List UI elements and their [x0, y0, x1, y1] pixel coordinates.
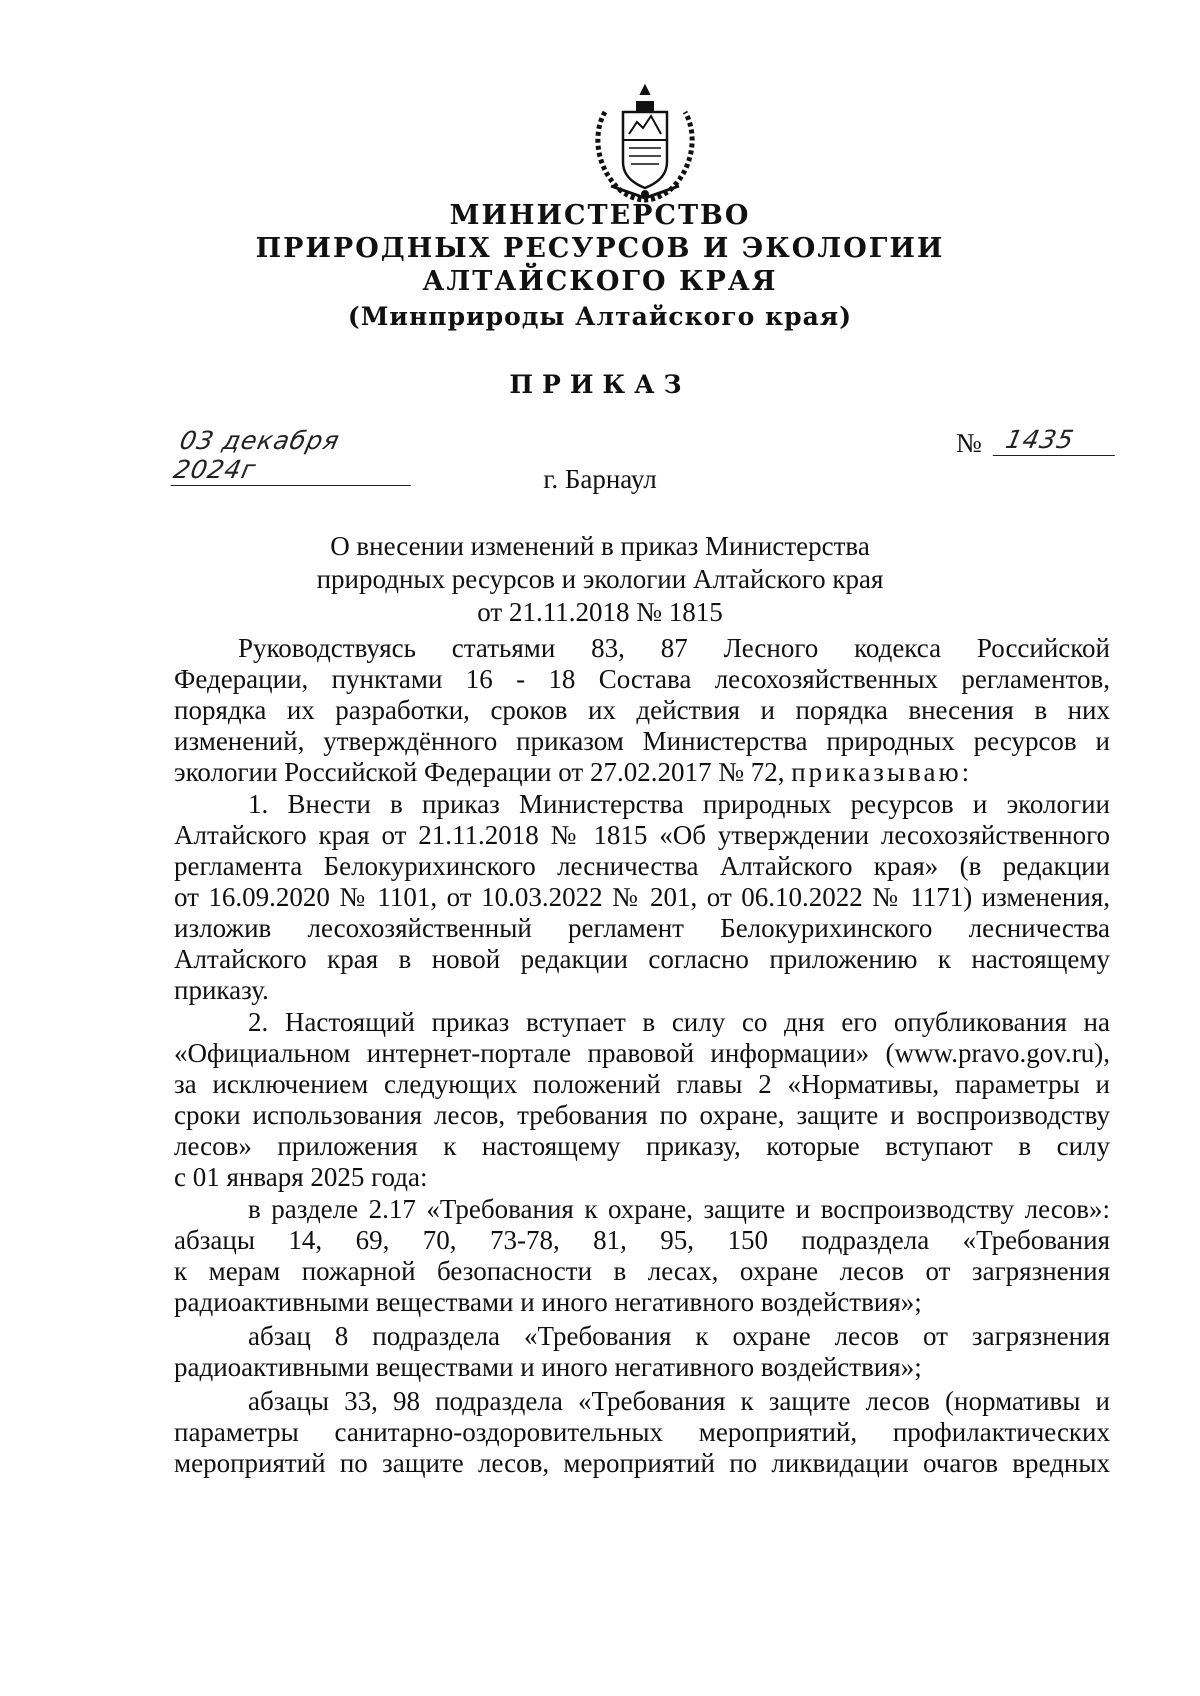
body-text-line: радиоактивными веществами и иного негативного воздействия»; — [174, 1287, 922, 1317]
body-text-line: «Официальном интернет-портале правовой информации» (www.pravo.gov.ru), — [174, 1038, 1110, 1068]
body-text-line: абзац 8 подраздела «Требования к охране лесов от загрязнения — [248, 1321, 1110, 1351]
body-text-line: в разделе 2.17 «Требования к охране, защите и воспроизводству лесов»: — [248, 1194, 1110, 1224]
body-text-line: от 16.09.2020 № 1101, от 10.03.2022 № 201, от 06.10.2022 № 1171) изменения, — [174, 882, 1110, 912]
ministry-name-line2: ПРИРОДНЫХ РЕСУРСОВ И ЭКОЛОГИИ — [255, 233, 945, 264]
subject-line: О внесении изменений в приказ Министерства — [330, 531, 870, 561]
body-text-line: с 01 января 2025 года: — [174, 1162, 428, 1192]
body-text-line: лесов» приложения к настоящему приказу, которые вступают в силу — [174, 1131, 1110, 1161]
body-text-line: за исключением следующих положений главы 2 «Нормативы, параметры и — [174, 1069, 1110, 1099]
body-text-line: к мерам пожарной безопасности в лесах, охране лесов от загрязнения — [174, 1256, 1110, 1286]
coat-of-arms-emblem — [585, 82, 705, 204]
order-number-handwritten: 1435 — [993, 425, 1122, 456]
subject-line: от 21.11.2018 № 1815 — [477, 597, 723, 627]
body-text-line: изложив лесохозяйственный регламент Белокурихинского лесничества — [174, 913, 1110, 943]
body-text-line: регламента Белокурихинского лесничества Алтайского края» (в редакции — [174, 851, 1110, 881]
body-text-line: изменений, утверждённого приказом Министерства природных ресурсов и — [174, 726, 1110, 756]
body-text-line: абзацы 33, 98 подраздела «Требования к защите лесов (нормативы и — [248, 1386, 1110, 1416]
body-text-line: Алтайского края в новой редакции согласно приложению к настоящему — [174, 944, 1110, 974]
body-text-line: приказу. — [174, 975, 269, 1005]
body-text-line: порядка их разработки, сроков их действия и порядка внесения в них — [174, 695, 1110, 725]
body-text-line: Алтайского края от 21.11.2018 № 1815 «Об утверждении лесохозяйственного — [174, 820, 1110, 850]
body-text-line: 2. Настоящий приказ вступает в силу со дня его опубликования на — [248, 1007, 1110, 1037]
document-type-title: ПРИКАЗ — [509, 370, 691, 399]
body-text-line: сроки использования лесов, требования по охране, защите и воспроизводству — [174, 1100, 1110, 1130]
body-text-line: 1. Внести в приказ Министерства природных ресурсов и экологии — [248, 789, 1110, 819]
ministry-name-line3: АЛТАЙСКОГО КРАЯ — [422, 266, 778, 297]
body-text-line: параметры санитарно-оздоровительных мероприятий, профилактических — [174, 1417, 1110, 1447]
subject-line: природных ресурсов и экологии Алтайского края — [316, 564, 884, 594]
body-text-line: Руководствуясь статьями 83, 87 Лесного кодекса Российской — [238, 633, 1110, 663]
body-text-line: абзацы 14, 69, 70, 73-78, 81, 95, 150 подраздела «Требования — [174, 1225, 1110, 1255]
body-text-line: мероприятий по защите лесов, мероприятий по ликвидации очагов вредных — [174, 1448, 1110, 1478]
body-text-line — [174, 756, 1110, 788]
body-text-span: экологии Российской Федерации от 27.02.2017 № 72, — [174, 757, 792, 787]
body-text-line: Федерации, пунктами 16 - 18 Состава лесохозяйственных регламентов, — [174, 664, 1110, 694]
order-number-label: № — [956, 428, 982, 458]
order-subject — [0, 530, 1200, 629]
order-directive-word: приказываю: — [791, 757, 973, 787]
issue-city: г. Барнаул — [543, 464, 657, 494]
body-text-line: радиоактивными веществами и иного негативного воздействия»; — [174, 1352, 922, 1382]
ministry-short-name: (Минприроды Алтайского края) — [347, 302, 853, 331]
order-date-handwritten: 03 декабря 2024г — [171, 426, 424, 486]
ministry-name-line1: МИНИСТЕРСТВО — [449, 200, 751, 231]
